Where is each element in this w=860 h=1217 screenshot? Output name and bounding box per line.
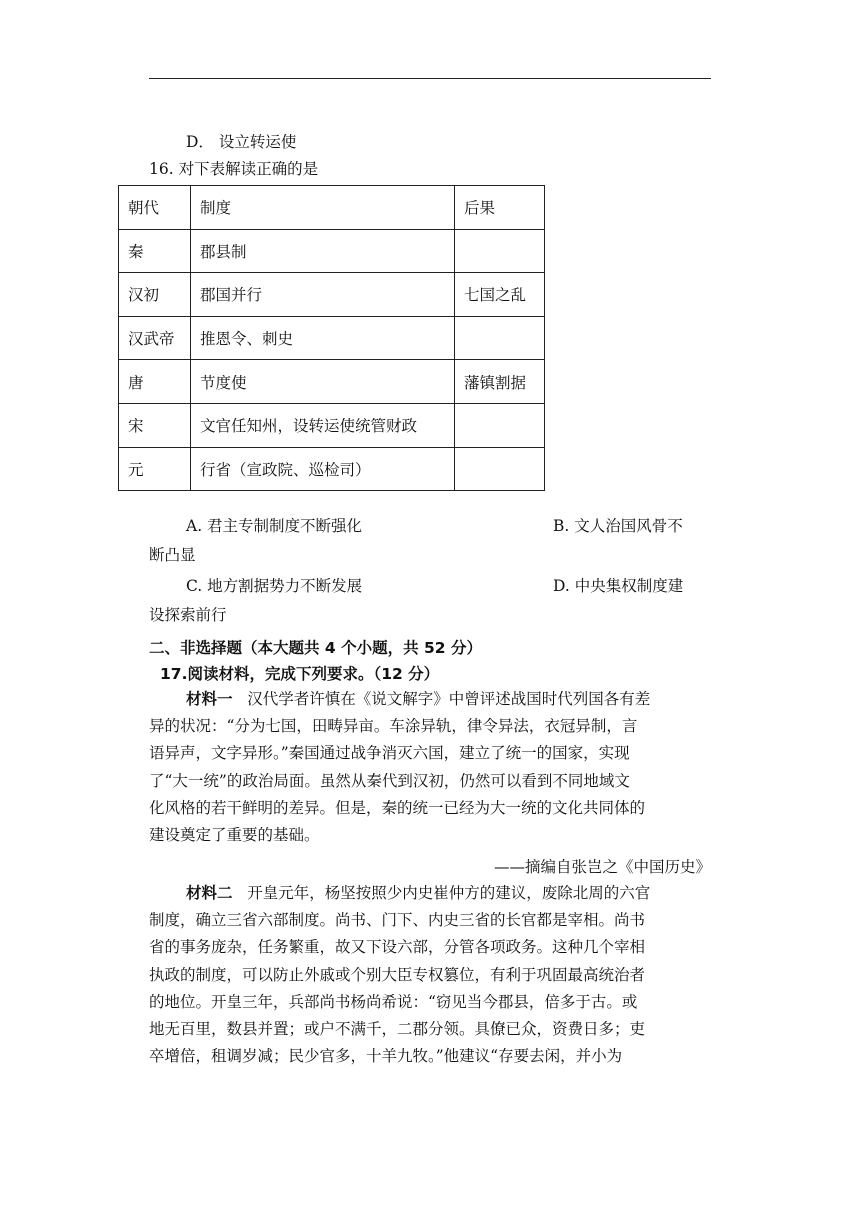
cell-consequence	[455, 229, 545, 273]
q16-option-c: C. 地方割据势力不断发展	[186, 577, 363, 595]
material-2	[149, 880, 714, 1070]
material-1-label: 材料一	[186, 690, 233, 708]
material-2-line: 执政的制度，可以防止外戚或个别大臣专权篡位，有利于巩固最高统治者	[149, 965, 646, 984]
material-2-line: 开皇元年，杨坚按照少内史崔仲方的建议，废除北周的六官	[247, 884, 651, 902]
dynasty-system-table	[118, 185, 545, 491]
table-row	[119, 403, 545, 447]
cell-system: 节度使	[191, 360, 455, 404]
cell-dynasty: 宋	[119, 403, 191, 447]
cell-system: 郡国并行	[191, 273, 455, 317]
cell-system: 行省（宣政院、巡检司）	[191, 447, 455, 491]
material-1-line: 建设奠定了重要的基础。	[149, 826, 320, 845]
material-2-label: 材料二	[186, 884, 233, 902]
header-rule	[149, 78, 711, 79]
cell-dynasty: 秦	[119, 229, 191, 273]
q16-option-a: A. 君主专制制度不断强化	[186, 517, 363, 535]
cell-consequence: 七国之乱	[455, 273, 545, 317]
header-system: 制度	[191, 186, 455, 230]
cell-consequence	[455, 447, 545, 491]
material-1-line: 异的状况：“分为七国，田畴异亩。车涂异轨，律令异法，衣冠异制，言	[149, 717, 638, 736]
previous-option-d: D． 设立转运使	[186, 133, 297, 151]
material-2-line: 的地位。开皇三年，兵部尚书杨尚希说：“窃见当今郡县，倍多于古。或	[149, 992, 638, 1011]
material-1-line: 化风格的若干鲜明的差异。但是，秦的统一已经为大一统的文化共同体的	[149, 798, 646, 817]
cell-consequence	[455, 403, 545, 447]
material-1-line: 汉代学者许慎在《说文解字》中曾评述战国时代列国各有差	[247, 690, 651, 708]
material-2-line: 制度，确立三省六部制度。尚书、门下、内史三省的长官都是宰相。尚书	[149, 911, 646, 930]
table-header-row	[119, 186, 545, 230]
material-1	[149, 686, 714, 849]
cell-dynasty: 唐	[119, 360, 191, 404]
material-2-line: 地无百里，数县并置；或户不满千，二郡分领。具僚已众，资费日多；吏	[149, 1020, 646, 1039]
table-row	[119, 229, 545, 273]
q16-option-b-continued: 断凸显	[149, 546, 196, 564]
header-consequence: 后果	[455, 186, 545, 230]
cell-system: 推恩令、刺史	[191, 316, 455, 360]
cell-dynasty: 汉武帝	[119, 316, 191, 360]
cell-consequence	[455, 316, 545, 360]
q16-option-d: D. 中央集权制度建	[553, 577, 684, 595]
table-row	[119, 360, 545, 404]
q16-option-b: B. 文人治国风骨不	[553, 517, 683, 535]
question-17-stem: 17.阅读材料，完成下列要求。（12 分）	[160, 665, 440, 683]
cell-dynasty: 汉初	[119, 273, 191, 317]
header-dynasty: 朝代	[119, 186, 191, 230]
material-2-line: 省的事务庞杂，任务繁重，故又下设六部，分管各项政务。这种几个宰相	[149, 938, 646, 957]
material-2-line: 卒增倍，租调岁减；民少官多，十羊九牧。”他建议“存要去闲，并小为	[149, 1047, 623, 1066]
material-1-line: 语异声，文字异形。”秦国通过战争消灭六国，建立了统一的国家，实现	[149, 744, 630, 763]
cell-consequence: 藩镇割据	[455, 360, 545, 404]
table-row	[119, 316, 545, 360]
cell-dynasty: 元	[119, 447, 191, 491]
question-16-stem: 16. 对下表解读正确的是	[149, 160, 319, 178]
material-1-source: ——摘编自张岂之《中国历史》	[493, 858, 711, 876]
cell-system: 郡县制	[191, 229, 455, 273]
table-row	[119, 447, 545, 491]
cell-system: 文官任知州，设转运使统管财政	[191, 403, 455, 447]
table-row	[119, 273, 545, 317]
section-2-title: 二、非选择题（本大题共 4 个小题，共 52 分）	[149, 639, 482, 657]
material-1-line: 了“大一统”的政治局面。虽然从秦代到汉初，仍然可以看到不同地域文	[149, 771, 630, 790]
q16-option-d-continued: 设探索前行	[149, 606, 227, 624]
